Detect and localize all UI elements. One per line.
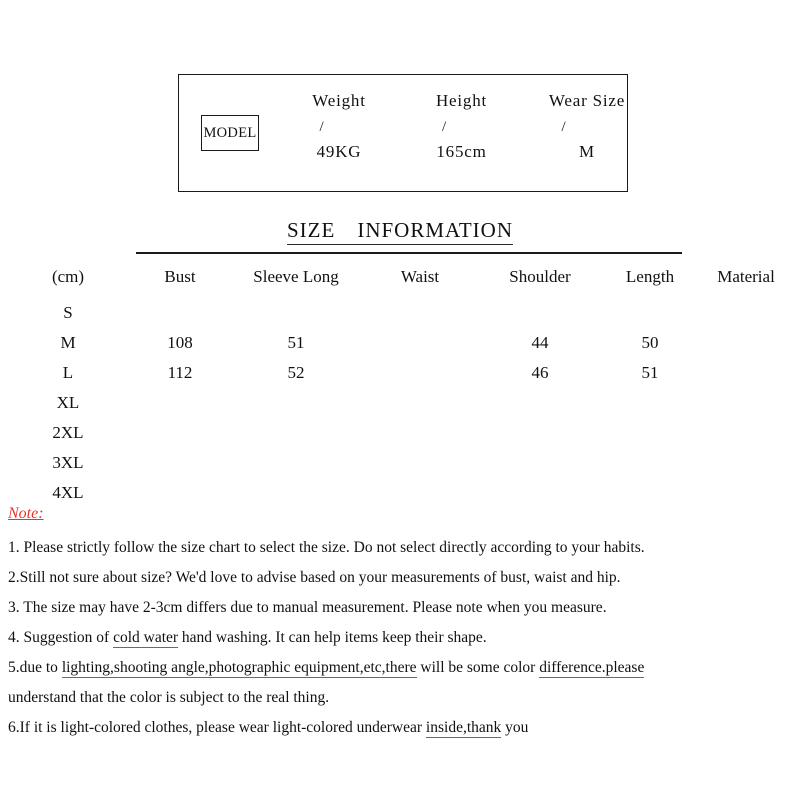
note-item-4 [8,623,788,653]
cell-bust [128,478,232,508]
table-row [8,388,792,418]
size-chart [8,252,792,508]
note-4-highlight: cold water [113,629,179,646]
model-weight-value: 49KG [316,142,362,161]
table-row [8,478,792,508]
cell-size: 3XL [52,452,84,472]
note-item-2: 2.Still not sure about size? We'd love to advise based on your measurements of bust, waist and hip. [8,569,621,586]
cell-waist [360,478,480,508]
cell-waist [360,328,480,358]
cell-bust: 112 [167,362,193,382]
size-information-title-text: SIZE INFORMATION [287,218,513,245]
cell-sleeve: 52 [287,362,305,382]
note-5-highlight-b: difference.please [539,659,645,676]
cell-sleeve [232,478,360,508]
cell-sleeve: 51 [287,332,305,352]
cell-sleeve [232,298,360,328]
cell-length: 51 [641,362,659,382]
cell-material [700,418,792,448]
cell-bust [128,448,232,478]
cell-sleeve [232,448,360,478]
model-wear-size-value: M [579,142,595,161]
note-label: Note: [8,505,44,522]
notes-list [8,533,788,743]
model-wear-size-header: Wear Size [548,91,626,110]
note-6-post: you [501,719,529,736]
model-height-slash: / [442,119,447,135]
table-row [8,358,792,388]
cell-waist [360,388,480,418]
note-5-highlight-a: lighting,shooting angle,photographic equipment,etc,there [61,659,417,676]
model-wear-size-column [522,91,652,162]
cell-waist [360,358,480,388]
cell-material [700,388,792,418]
cell-shoulder [480,388,600,418]
model-weight-slash: / [319,119,325,135]
note-6-pre: 6.If it is light-colored clothes, please wear light-colored underwear [8,719,426,736]
cell-length [600,298,700,328]
cell-length [600,448,700,478]
note-item-1: 1. Please strictly follow the size chart to select the size. Do not select directly according to your habits. [8,539,645,556]
column-header-length: Length [625,266,675,286]
cell-sleeve [232,418,360,448]
column-header-shoulder: Shoulder [509,266,571,286]
model-info-box [178,74,628,192]
note-item-5-continued: understand that the color is subject to the real thing. [8,689,330,706]
cell-material [700,478,792,508]
column-header-waist: Waist [400,266,440,286]
column-header-material: Material [717,266,775,286]
column-header-bust: Bust [164,266,196,286]
cell-shoulder [480,298,600,328]
cell-size: S [63,302,73,322]
cell-size: M [60,332,76,352]
column-header-unit: (cm) [51,266,85,286]
cell-material [700,298,792,328]
note-item-5 [8,653,788,683]
cell-waist [360,418,480,448]
note-5-pre: 5.due to [8,659,62,676]
cell-sleeve [232,388,360,418]
column-header-sleeve: Sleeve Long [253,266,339,286]
cell-shoulder [480,418,600,448]
size-information-title [0,218,800,243]
cell-waist [360,448,480,478]
table-row [8,328,792,358]
note-6-highlight: inside,thank [425,719,502,736]
model-label: MODEL [201,115,259,151]
note-item-3: 3. The size may have 2-3cm differs due to manual measurement. Please note when you measure. [8,599,607,616]
cell-bust [128,418,232,448]
model-wear-size-slash: / [561,119,567,135]
table-header-row [8,254,792,298]
note-item-6 [8,713,788,743]
cell-length [600,388,700,418]
cell-shoulder: 46 [531,362,549,382]
cell-size: L [62,362,74,382]
cell-bust: 108 [167,332,193,352]
cell-length [600,418,700,448]
cell-shoulder [480,478,600,508]
cell-size: 2XL [52,422,84,442]
note-4-pre: 4. Suggestion of [8,629,114,646]
model-height-value: 165cm [436,142,487,161]
model-height-header: Height [435,91,488,110]
cell-shoulder [480,448,600,478]
table-row [8,298,792,328]
cell-material [700,328,792,358]
cell-size: 4XL [52,482,84,502]
cell-bust [128,388,232,418]
note-5-mid: will be some color [416,659,540,676]
table-row [8,418,792,448]
size-table [8,254,792,508]
note-4-post: hand washing. It can help items keep their shape. [178,629,487,646]
cell-length: 50 [641,332,659,352]
cell-bust [128,298,232,328]
table-row [8,448,792,478]
cell-length [600,478,700,508]
cell-shoulder: 44 [531,332,549,352]
cell-waist [360,298,480,328]
cell-material [700,448,792,478]
cell-material [700,358,792,388]
model-weight-header: Weight [312,91,366,110]
cell-size: XL [56,392,80,412]
